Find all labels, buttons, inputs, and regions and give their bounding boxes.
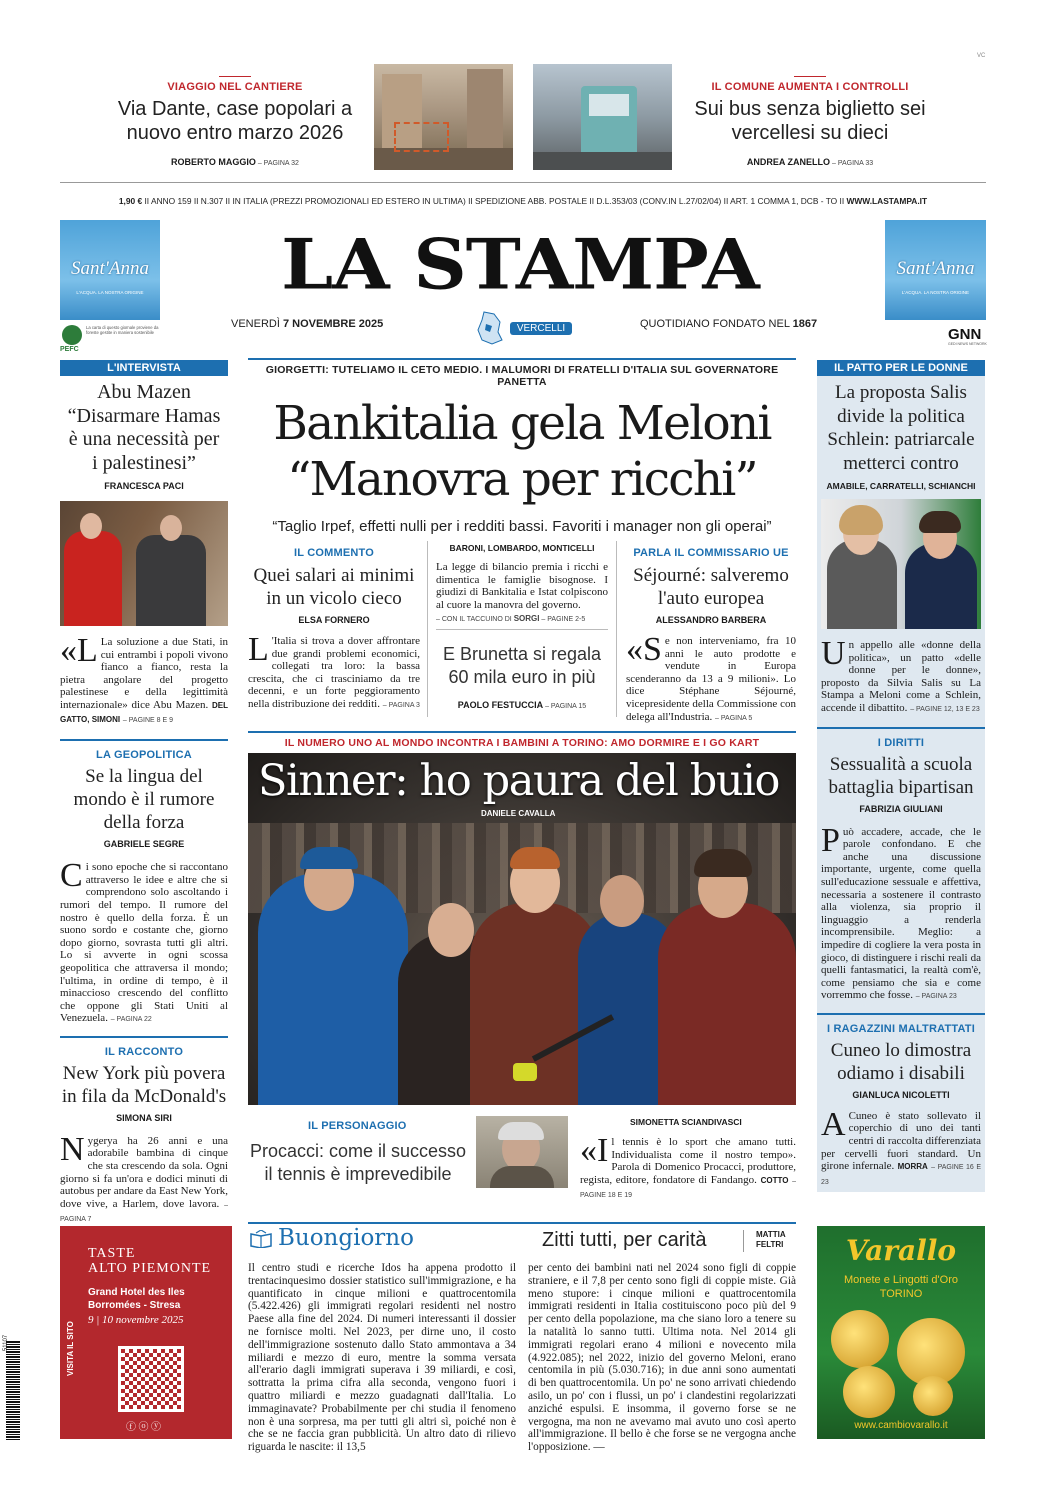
kicker-racconto: IL RACCONTO — [104, 1045, 184, 1058]
dropcap: «L — [60, 632, 98, 669]
lead-headline-2[interactable]: “Manovra per ricchi” — [287, 452, 757, 507]
site-link[interactable]: WWW.LASTAMPA.IT — [846, 196, 928, 206]
ad-brand: Sant'Anna — [71, 258, 149, 279]
lead-subhead: “Taglio Irpef, effetti nulli per i redditi bassi. Favoriti i manager non gli operai” — [272, 518, 772, 535]
edition-badge[interactable]: VERCELLI — [510, 322, 572, 335]
teaser-page: PAGINA 33 — [837, 160, 874, 167]
ad-santanna-right[interactable] — [885, 220, 986, 320]
buongiorno-author: MATTIA FELTRI — [756, 1230, 786, 1249]
kicker-geopolitica: LA GEOPOLITICA — [96, 749, 192, 762]
ad-taste-alto-piemonte[interactable]: TASTE ALTO PIEMONTE Grand Hotel des Iles Borromées - Stresa 9 | 10 novembre 2025 VISITA IL SITO ⓕ ⓞ ⓨ — [60, 1226, 232, 1439]
lead-overline: GIORGETTI: TUTELIAMO IL CETO MEDIO. I MALUMORI DI FRATELLI D'ITALIA SUL GOVERNATORE PANETTA — [265, 364, 779, 388]
commissario-body: «Se non interveniamo, fra 10 anni le auto prodotte e vendute in Europa scenderanno da 13 a 9 milioni». Lo dice Stéphane Séjourné, vicepresidente della Commissione con delega all'Industria. – PAGINA 5 — [626, 631, 796, 723]
salis-headline[interactable]: La proposta Salis divide la politica Schlein: patriarcale metterci contro — [827, 382, 975, 474]
commissario-block: PARLA IL COMMISSARIO UE Séjourné: salveremo l'auto europea ALESSANDRO BARBERA «Se non interveniamo, fra 10 anni le auto prodotte e vendute in Europa scenderanno da 13 a 9 milioni». Lo dice Stéphane Séjourné, vicepresidente della Commissione con delega all'Industria. – PAGINA 5 — [626, 543, 796, 725]
sinner-overline: IL NUMERO UNO AL MONDO INCONTRA I BAMBINI A TORINO: AMO DORMIRE E I GO KART — [284, 737, 760, 749]
buongiorno-col-1: Il centro studi e ricerche Idos ha appena prodotto il trentacinquesimo dossier statistico sull'immigrazione, e ha quantificato in cinque milioni e quattrocentomila (5.422.426) gli immigrati regolari residenti nel nostro Paese alla fine del 2024. Di numeri interessanti il dossier ne fornisce molti. Nel 2023, per dirne uno, il costo dell'immigrazione sostenuto dallo Stato ammontava a 34 miliardi e mezzo di euro, mentre la somma versata all'erario dagli immigrati superava i 39 miliardi, e così, sottratta la prima cifra alla seconda, vengono fuori i quattro miliardi e mezzo guadagnati dall'Italia. Lo immaginavate? Probabilmente per chi studia il fenomeno non è una sorpresa, ma per tutti gli altri sì, poiché non è che se ne faccia gran pubblicità. Un altro dato di rilievo riguarda le nascite: il 13,5 — [248, 1262, 516, 1454]
left-column — [60, 360, 229, 1224]
lead-middle-block: BARONI, LOMBARDO, MONTICELLI La legge di bilancio premia i ricchi e dimentica le famiglie bisognose. I giudizi di Bankitalia e Istat colpiscono al cuore la manovra del governo. – CON IL TACCUINO DI SORGI – PAGINE 2-5 E Brunetta si regala 60 mila euro in più PAOLO FESTUCCIA – PAGINA 15 — [436, 543, 608, 711]
buongiorno-title[interactable]: Buongiorno — [278, 1225, 414, 1251]
sinner-headline[interactable]: Sinner: ho paura del buio — [258, 756, 779, 806]
buongiorno-headline[interactable]: Zitti tutti, per carità — [542, 1229, 707, 1251]
right-column: IL PATTO PER LE DONNE La proposta Salis divide la politica Schlein: patriarcale metterci contro AMABILE, CARRATELLI, SCHIANCHI Un appello alle «donne della politica», un patto «delle donne per le donne», proposto da Silvia Salis su La Stampa a Meloni come a Schlein, accende il dibattito. – PAGINE 12, 13 E 23 I DIRITTI Sessualità a scuola battaglia bipartisan FABRIZIA GIULIANI Può accadere, accade, che le parole confondano. E che anche una discussione importante, urgente, come quella sull'educazione sessuale e affettiva, necessaria a sostenere il contrasto alla violenza, sia proprio il linguaggio a renderla incomprensibile. Meglio: a impedire di cogliere la vera posta in gioco, di distinguere i rischi reali da quelli fantasmatici, la realtà com'è, come pensiamo che sia e come vorremmo che fosse. – PAGINA 23 I RAGAZZINI MALTRATTATI Cuneo lo dimostra odiamo i disabili GIANLUCA NICOLETTI A Cuneo è stato sollevato il coperchio di uno dei tanti centri di raccolta differenziata per cervelli fuori standard. Un girone infernale. MORRA – PAGINE 16 E 23 — [817, 360, 985, 1192]
ad-varallo[interactable]: Varallo Monete e Lingotti d'Oro TORINO www.cambiovarallo.it — [817, 1226, 985, 1439]
geopolitica-headline[interactable]: Se la lingua del mondo è il rumore della forza — [73, 766, 215, 834]
barcode-side: 51107 — [3, 1334, 10, 1352]
personaggio-body: «Il tennis è lo sport che amano tutti. Individualista come il nostro tempo». Parola di Domenico Procacci, produttore, regista, editore, fondatore di Fandango. COTTO – PAGINE 18 E 19 — [580, 1132, 796, 1200]
racconto-body: Nygerya ha 26 anni e una adorabile bambina di cinque che sta crescendo da sola. Ogni giorno si fa un'ora e dodici minuti di autobus per andare da East New York, dove vive, a Harlem, dove lavora. – PAGINA 7 — [60, 1130, 229, 1224]
col-divider — [616, 541, 617, 717]
ad-sub: L'ACQUA. LA NOSTRA ORIGINE — [901, 290, 970, 295]
interview-body: «L La soluzione a due Stati, in cui entrambi i popoli vivono fianco a fianco, resta la pietra angolare del progetto palestinese e della legittimità internazionale» dice Abu Mazen. DEL GATTO, SIMONI – PAGINE 8 E 9 — [60, 632, 228, 724]
teaser-byline: ANDREA ZANELLO — [746, 157, 831, 167]
top-teaser-band — [60, 62, 986, 183]
interview-photo[interactable] — [60, 501, 228, 626]
sinner-photo[interactable]: Sinner: ho paura del buio DANIELE CAVALLA — [248, 753, 796, 1105]
postal-info: II ANNO 159 II N.307 II IN ITALIA (PREZZI PROMOZIONALI ED ESTERO IN ULTIMA) II SPEDIZIONE ABB. POSTALE II D.L.353/03 (CONV.IN L.27/02/04) II ART. 1 COMMA 1, DCB - TO II — [144, 196, 845, 206]
center-column — [248, 358, 796, 535]
section-bar-intervista[interactable]: L'INTERVISTA — [60, 360, 228, 376]
book-icon — [250, 1230, 272, 1248]
racconto-headline[interactable]: New York più povera in fila da McDonald's — [61, 1062, 227, 1107]
teaser-headline: Sui bus senza biglietto sei vercellesi su dieci — [694, 98, 926, 144]
buongiorno-column — [248, 1222, 796, 1454]
interview-headline[interactable]: Abu Mazen “Disarmare Hamas è una necessità per i palestinesi” — [67, 381, 221, 474]
founded-line: QUOTIDIANO FONDATO NEL 1867 — [640, 318, 818, 330]
commento-block: IL COMMENTO Quei salari ai minimi in un vicolo cieco ELSA FORNERO L 'Italia si trova a dover affrontare due grandi problemi economici, collegati tra loro: la bassa crescita, che ci trasciniamo da tre decenni, e un forte peggioramento nella distribuzione dei redditi. – PAGINA 3 — [248, 543, 420, 713]
personaggio-headline[interactable]: Procacci: come il successo il tennis è imprevedibile — [249, 1141, 467, 1184]
gold-coin-icon — [843, 1366, 895, 1418]
ad-santanna-left[interactable] — [60, 220, 160, 320]
salis-body: Un appello alle «donne della politica», un patto «delle donne per le donne», proposto da Silvia Salis su La Stampa a Meloni come a Schlein, accende il dibattito. – PAGINE 12, 13 E 23 — [821, 635, 981, 714]
price-line — [60, 196, 986, 206]
ad-brand: Sant'Anna — [896, 258, 975, 279]
salis-schlein-photo[interactable] — [821, 499, 981, 629]
teaser-headline: Via Dante, case popolari a nuovo entro marzo 2026 — [117, 98, 353, 144]
masthead-date: VENERDÌ 7 NOVEMBRE 2025 — [231, 318, 384, 330]
pefc-note: La carta di questo giornale proviene da foreste gestite in maniera sostenibile — [86, 325, 159, 336]
sinner-block — [248, 731, 796, 1105]
commissario-headline[interactable]: Séjourné: salveremo l'auto europea — [633, 565, 789, 609]
section-bar-patto[interactable]: IL PATTO PER LE DONNE — [817, 360, 985, 376]
interview-byline: FRANCESCA PACI — [104, 481, 184, 491]
teaser-right[interactable]: IL COMUNE AUMENTA I CONTROLLI Sui bus senza biglietto sei vercellesi su dieci ANDREA ZANELLO – PAGINA 33 — [685, 76, 935, 170]
masthead-title[interactable]: LA STAMPA — [281, 225, 759, 305]
racconto-byline: SIMONA SIRI — [116, 1112, 172, 1123]
geopolitica-byline: GABRIELE SEGRE — [103, 839, 185, 850]
social-icons: ⓕ ⓞ ⓨ — [126, 1422, 161, 1433]
ad-sub: L'ACQUA. LA NOSTRA ORIGINE — [76, 290, 144, 295]
cuneo-headline[interactable]: Cuneo lo dimostra odiamo i disabili — [830, 1039, 972, 1084]
barcode — [6, 1340, 20, 1440]
buongiorno-col-2: per cento dei bambini nati nel 2024 sono figli di coppie straniere, e il 7,8 per cento sono figli di coppie miste. Già meno stupore: i cinque milioni e quattrocentomila immigrati residenti in Italia costituiscono poco più del 9 per cento della popolazione, ma che siano loro a tenere su la natalità lo sanno tutti. Ultima nota. Nel 2014 gli immigrati regolari erano 4 milioni e novecento mila (4.922.085); nel 2022, inizio del governo Meloni, erano centomila in più (5.030.716); in due anni sono aumentati di ben quattrocentomila. Un po' ne sono arrivati chiedendo asilo, un po' con i flussi, un po' i clandestini regolarizzati anziché espulsi. E insomma, il governo forse se ne vergogna, ma non ne avevamo mai avuto uno così aperto all'immigrazione. Il bello è che forse se ne vergogna anche l'opposizione. — — [528, 1262, 796, 1454]
teaser-byline: ROBERTO MAGGIO — [171, 157, 256, 167]
lead-middle-body: La legge di bilancio premia i ricchi e dimentica le famiglie bisognose. I giudizi di Bankitalia e Istat colpiscono al cuore la manovra del governo. — [436, 561, 608, 611]
diritti-headline[interactable]: Sessualità a scuola battaglia bipartisan — [828, 753, 974, 798]
commento-body: L 'Italia si trova a dover affrontare due grandi problemi economici, collegati tra loro: la bassa crescita, che ci trasciniamo da tre decenni, e un forte peggioramento nella distribuzione dei redditi. – PAGINA 3 — [248, 631, 420, 710]
gold-coin-icon — [831, 1310, 889, 1368]
geopolitica-body: Ci sono epoche che si raccontano attraverso le idee e altre che si comprendono solo ascoltando i rumori del tempo. Il rumore del nostro è quello della forza. È un suono sordo e costante che, giorno dopo giorno, sovrasta tutti gli altri. Lo si avverte in ogni scossa geopolitica che attraversa il mondo; l'ultima, in ordine di tempo, è il minaccioso crescendo del conflitto che oppone gli Stati Uniti al Venezuela. – PAGINA 22 — [60, 857, 228, 1025]
gnn-logo: GNN GEDI NEWS NETWORK — [948, 326, 987, 346]
teaser-photo-bus[interactable] — [533, 64, 672, 170]
pefc-logo — [60, 325, 160, 355]
piemonte-map-icon — [474, 310, 506, 346]
date: 7 NOVEMBRE 2025 — [282, 318, 384, 330]
procacci-photo[interactable] — [476, 1116, 568, 1188]
cuneo-body: A Cuneo è stato sollevato il coperchio di uno dei tanti centri di raccolta differenziata per cervelli fuori standard. Un girone infernale. MORRA – PAGINE 16 E 23 — [821, 1105, 981, 1186]
teaser-kicker: IL COMUNE AUMENTA I CONTROLLI — [711, 81, 909, 93]
lead-headline-1[interactable]: Bankitalia gela Meloni — [273, 396, 771, 451]
price: 1,90 € — [118, 196, 143, 206]
commento-headline[interactable]: Quei salari ai minimi in un vicolo cieco — [253, 565, 415, 609]
edition-corner-tag: VC — [977, 53, 986, 59]
personaggio-block: IL PERSONAGGIO Procacci: come il successo il tennis è imprevedibile SIMONETTA SCIANDIVASCI «Il tennis è lo sport che amano tutti. Individualista come il nostro tempo». Parola di Domenico Procacci, produttore, regista, editore, fondatore di Fandango. COTTO – PAGINE 18 E 19 — [248, 1113, 796, 1193]
gold-coin-icon — [913, 1376, 953, 1416]
brunetta-headline[interactable]: E Brunetta si regala 60 mila euro in più — [442, 644, 602, 688]
pefc-label: PEFC — [60, 346, 79, 353]
teaser-photo-street[interactable] — [374, 64, 513, 170]
qr-code[interactable] — [118, 1346, 184, 1412]
diritti-body: Può accadere, accade, che le parole confondano. E che anche una discussione importante, urgente, come quella sull'educazione sessuale e affettiva, necessaria a sostenere il contrasto alla violenza, sia proprio il linguaggio a renderla incomprensibile. Meglio: a impedire di cogliere la vera posta in gioco, di distinguere i rischi reali da quelli fantasmatici, la realtà com'è, come pensiamo che sia e come vorremmo che fosse. – PAGINA 23 — [821, 821, 981, 1002]
teaser-kicker: VIAGGIO NEL CANTIERE — [167, 81, 303, 93]
teaser-left[interactable]: VIAGGIO NEL CANTIERE Via Dante, case popolari a nuovo entro marzo 2026 ROBERTO MAGGIO – PAGINA 32 — [110, 76, 360, 170]
col-divider — [427, 541, 428, 717]
teaser-page: PAGINA 32 — [263, 160, 299, 167]
